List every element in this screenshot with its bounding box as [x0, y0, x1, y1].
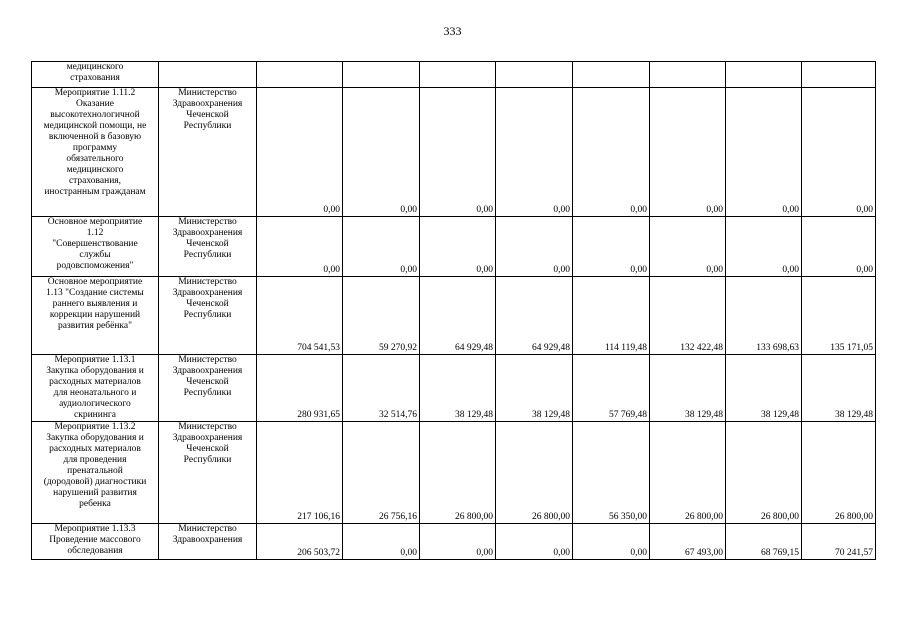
page-number: 333 [443, 24, 462, 38]
amount-cell: 206 503,72 [257, 524, 343, 560]
amount-cell: 133 698,63 [726, 277, 802, 355]
amount-cell: 114 119,48 [573, 277, 650, 355]
amount-cell: 0,00 [420, 88, 496, 217]
amount-cell: 0,00 [496, 524, 573, 560]
amount-cell: 0,00 [726, 217, 802, 277]
amount-cell: 0,00 [496, 217, 573, 277]
amount-cell: 0,00 [573, 524, 650, 560]
amount-cell: 0,00 [343, 88, 420, 217]
amount-cell [496, 62, 573, 88]
amount-cell: 0,00 [420, 217, 496, 277]
amount-cell: 0,00 [343, 524, 420, 560]
measure-name-cell: Мероприятие 1.13.1 Закупка оборудования и расходных материалов для неонатального и аудиологического скрининга [32, 355, 159, 422]
amount-cell [257, 62, 343, 88]
amount-cell: 59 270,92 [343, 277, 420, 355]
measure-name-cell: Мероприятие 1.11.2 Оказание высокотехнологичной медицинской помощи, не включенной в базовую программу обязательного медицинского страхования, иностранным гражданам [32, 88, 159, 217]
amount-cell: 64 929,48 [420, 277, 496, 355]
amount-cell: 0,00 [802, 217, 876, 277]
amount-cell: 0,00 [496, 88, 573, 217]
table-row [32, 355, 876, 422]
amount-cell: 26 800,00 [726, 422, 802, 524]
measure-name-cell: Мероприятие 1.13.2 Закупка оборудования и расходных материалов для проведения пренатальной (дородовой) диагностики нарушений развития ребенка [32, 422, 159, 524]
amount-cell: 38 129,48 [496, 355, 573, 422]
amount-cell: 26 800,00 [496, 422, 573, 524]
amount-cell: 0,00 [420, 524, 496, 560]
table-row [32, 422, 876, 524]
amount-cell: 32 514,76 [343, 355, 420, 422]
amount-cell: 0,00 [650, 88, 726, 217]
amount-cell: 0,00 [726, 88, 802, 217]
amount-cell [802, 62, 876, 88]
amount-cell: 0,00 [650, 217, 726, 277]
agency-cell: Министерство Здравоохранения Чеченской Республики [159, 277, 257, 355]
agency-cell [159, 62, 257, 88]
amount-cell: 280 931,65 [257, 355, 343, 422]
measure-name-cell: медицинского страхования [32, 62, 159, 88]
amount-cell [573, 62, 650, 88]
amount-cell: 56 350,00 [573, 422, 650, 524]
amount-cell: 38 129,48 [420, 355, 496, 422]
table-row [32, 277, 876, 355]
amount-cell: 64 929,48 [496, 277, 573, 355]
table-row [32, 217, 876, 277]
amount-cell: 0,00 [257, 88, 343, 217]
amount-cell: 26 800,00 [802, 422, 876, 524]
amount-cell: 70 241,57 [802, 524, 876, 560]
amount-cell: 132 422,48 [650, 277, 726, 355]
table-row [32, 88, 876, 217]
amount-cell: 26 800,00 [650, 422, 726, 524]
agency-cell: Министерство Здравоохранения Чеченской Республики [159, 422, 257, 524]
budget-table [31, 61, 876, 560]
amount-cell: 38 129,48 [650, 355, 726, 422]
amount-cell: 135 171,05 [802, 277, 876, 355]
amount-cell: 57 769,48 [573, 355, 650, 422]
measure-name-cell: Мероприятие 1.13.3 Проведение массового обследования [32, 524, 159, 560]
amount-cell: 217 106,16 [257, 422, 343, 524]
table-body [32, 62, 876, 560]
amount-cell: 0,00 [802, 88, 876, 217]
amount-cell [650, 62, 726, 88]
table-row [32, 524, 876, 560]
amount-cell: 26 756,16 [343, 422, 420, 524]
amount-cell: 0,00 [573, 217, 650, 277]
amount-cell: 38 129,48 [802, 355, 876, 422]
measure-name-cell: Основное мероприятие 1.13 "Создание системы раннего выявления и коррекции нарушений развития ребёнка" [32, 277, 159, 355]
agency-cell: Министерство Здравоохранения [159, 524, 257, 560]
amount-cell: 26 800,00 [420, 422, 496, 524]
table-row [32, 62, 876, 88]
agency-cell: Министерство Здравоохранения Чеченской Республики [159, 355, 257, 422]
agency-cell: Министерство Здравоохранения Чеченской Республики [159, 217, 257, 277]
amount-cell: 0,00 [573, 88, 650, 217]
amount-cell: 38 129,48 [726, 355, 802, 422]
amount-cell: 0,00 [343, 217, 420, 277]
amount-cell [420, 62, 496, 88]
measure-name-cell: Основное мероприятие 1.12 "Совершенствование службы родовспоможения" [32, 217, 159, 277]
amount-cell [343, 62, 420, 88]
amount-cell: 67 493,00 [650, 524, 726, 560]
amount-cell: 0,00 [257, 217, 343, 277]
amount-cell [726, 62, 802, 88]
agency-cell: Министерство Здравоохранения Чеченской Республики [159, 88, 257, 217]
amount-cell: 704 541,53 [257, 277, 343, 355]
amount-cell: 68 769,15 [726, 524, 802, 560]
